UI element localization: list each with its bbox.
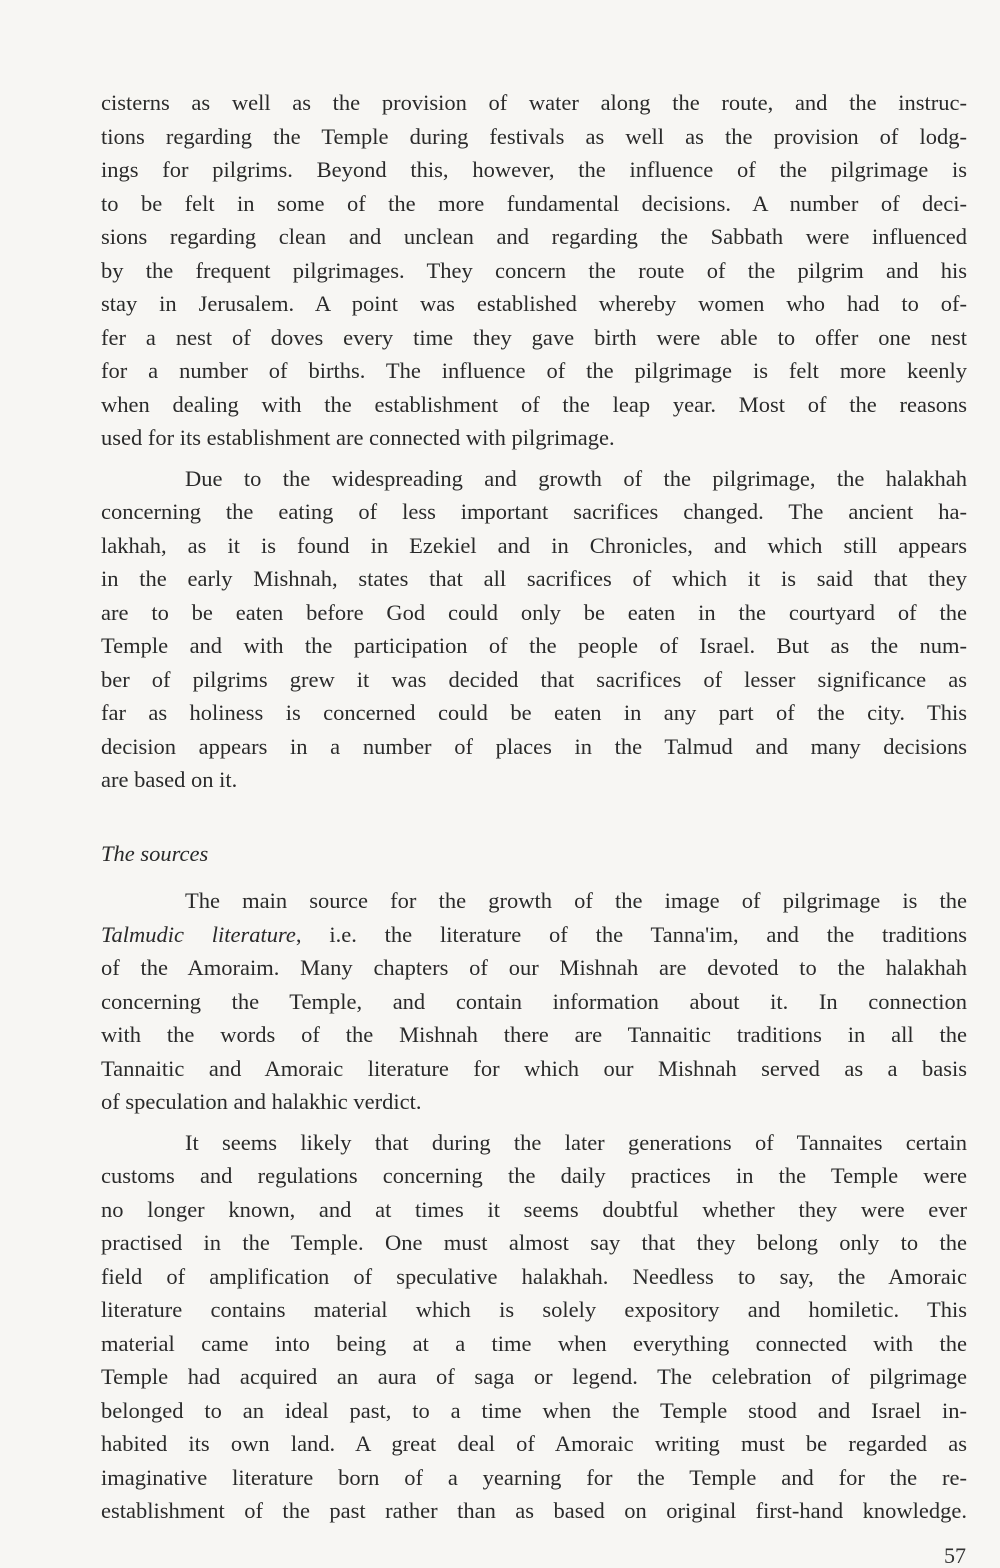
text-line: establishment of the past rather than as based on original first-hand knowledge. xyxy=(101,1498,967,1523)
text-line: imaginative literature born of a yearning for the Temple and for the re- xyxy=(101,1464,967,1490)
text-line: ings for pilgrims. Beyond this, however, the influence of the pilgrimage is xyxy=(101,157,967,182)
text-line: fer a nest of doves every time they gave birth were able to offer one nest xyxy=(101,324,967,350)
paragraph-4 xyxy=(101,1126,967,1528)
text-line: decision appears in a number of places in the Talmud and many decisions xyxy=(101,733,967,759)
italic-term: Talmudic literature xyxy=(101,921,296,947)
text-fragment: , i.e. the literature of the Tanna'im, and the traditions xyxy=(295,921,967,947)
text-line: field of amplification of speculative halakhah. Needless to say, the Amoraic xyxy=(101,1263,967,1289)
text-line: used for its establishment are connected with pilgrimage. xyxy=(101,425,615,450)
text-line: no longer known, and at times it seems doubtful whether they were ever xyxy=(101,1196,967,1222)
text-line: The main source for the growth of the image of pilgrimage is the xyxy=(185,888,967,913)
text-line: lakhah, as it is found in Ezekiel and in Chronicles, and which still appears xyxy=(101,532,967,558)
text-line: in the early Mishnah, states that all sacrifices of which it is said that they xyxy=(101,566,967,591)
text-line: sions regarding clean and unclean and regarding the Sabbath were influenced xyxy=(101,224,967,249)
text-line: customs and regulations concerning the daily practices in the Temple were xyxy=(101,1163,967,1188)
text-line: by the frequent pilgrimages. They concern the route of the pilgrim and his xyxy=(101,257,967,283)
text-line: to be felt in some of the more fundamental decisions. A number of deci- xyxy=(101,190,967,216)
paragraph-2 xyxy=(101,462,967,797)
text-line: Temple had acquired an aura of saga or legend. The celebration of pilgrimage xyxy=(101,1364,967,1389)
text-line: with the words of the Mishnah there are Tannaitic traditions in all the xyxy=(101,1022,967,1047)
text-line-mixed xyxy=(101,918,967,952)
text-line: practised in the Temple. One must almost say that they belong only to the xyxy=(101,1230,967,1255)
section-heading: The sources xyxy=(101,840,209,866)
text-line: stay in Jerusalem. A point was established whereby women who had to of- xyxy=(101,291,967,316)
text-line: Tannaitic and Amoraic literature for which our Mishnah served as a basis xyxy=(101,1055,967,1081)
page-number: 57 xyxy=(944,1543,966,1568)
text-line: concerning the Temple, and contain information about it. In connection xyxy=(101,988,967,1014)
page-body xyxy=(101,86,967,1528)
paragraph-3 xyxy=(101,884,967,1119)
text-line: habited its own land. A great deal of Amoraic writing must be regarded as xyxy=(101,1431,967,1456)
text-line: belonged to an ideal past, to a time when the Temple stood and Israel in- xyxy=(101,1397,967,1423)
text-line: concerning the eating of less important sacrifices changed. The ancient ha- xyxy=(101,499,967,524)
text-line: far as holiness is concerned could be eaten in any part of the city. This xyxy=(101,700,967,725)
text-line: of the Amoraim. Many chapters of our Mishnah are devoted to the halakhah xyxy=(101,955,967,980)
text-line: material came into being at a time when everything connected with the xyxy=(101,1330,967,1356)
text-line: are to be eaten before God could only be eaten in the courtyard of the xyxy=(101,599,967,625)
text-line: Temple and with the participation of the people of Israel. But as the num- xyxy=(101,633,967,658)
text-line: are based on it. xyxy=(101,767,238,792)
text-line: Due to the widespreading and growth of the pilgrimage, the halakhah xyxy=(185,465,967,491)
text-line: of speculation and halakhic verdict. xyxy=(101,1089,422,1114)
text-line: tions regarding the Temple during festivals as well as the provision of lodg- xyxy=(101,123,967,149)
text-line: when dealing with the establishment of the leap year. Most of the reasons xyxy=(101,391,967,417)
text-line: cisterns as well as the provision of water along the route, and the instruc- xyxy=(101,90,967,115)
text-line: ber of pilgrims grew it was decided that sacrifices of lesser significance as xyxy=(101,666,967,692)
text-line: It seems likely that during the later generations of Tannaites certain xyxy=(185,1129,967,1155)
text-line: literature contains material which is solely expository and homiletic. This xyxy=(101,1297,967,1322)
text-line: for a number of births. The influence of the pilgrimage is felt more keenly xyxy=(101,358,967,383)
paragraph-1 xyxy=(101,86,967,455)
